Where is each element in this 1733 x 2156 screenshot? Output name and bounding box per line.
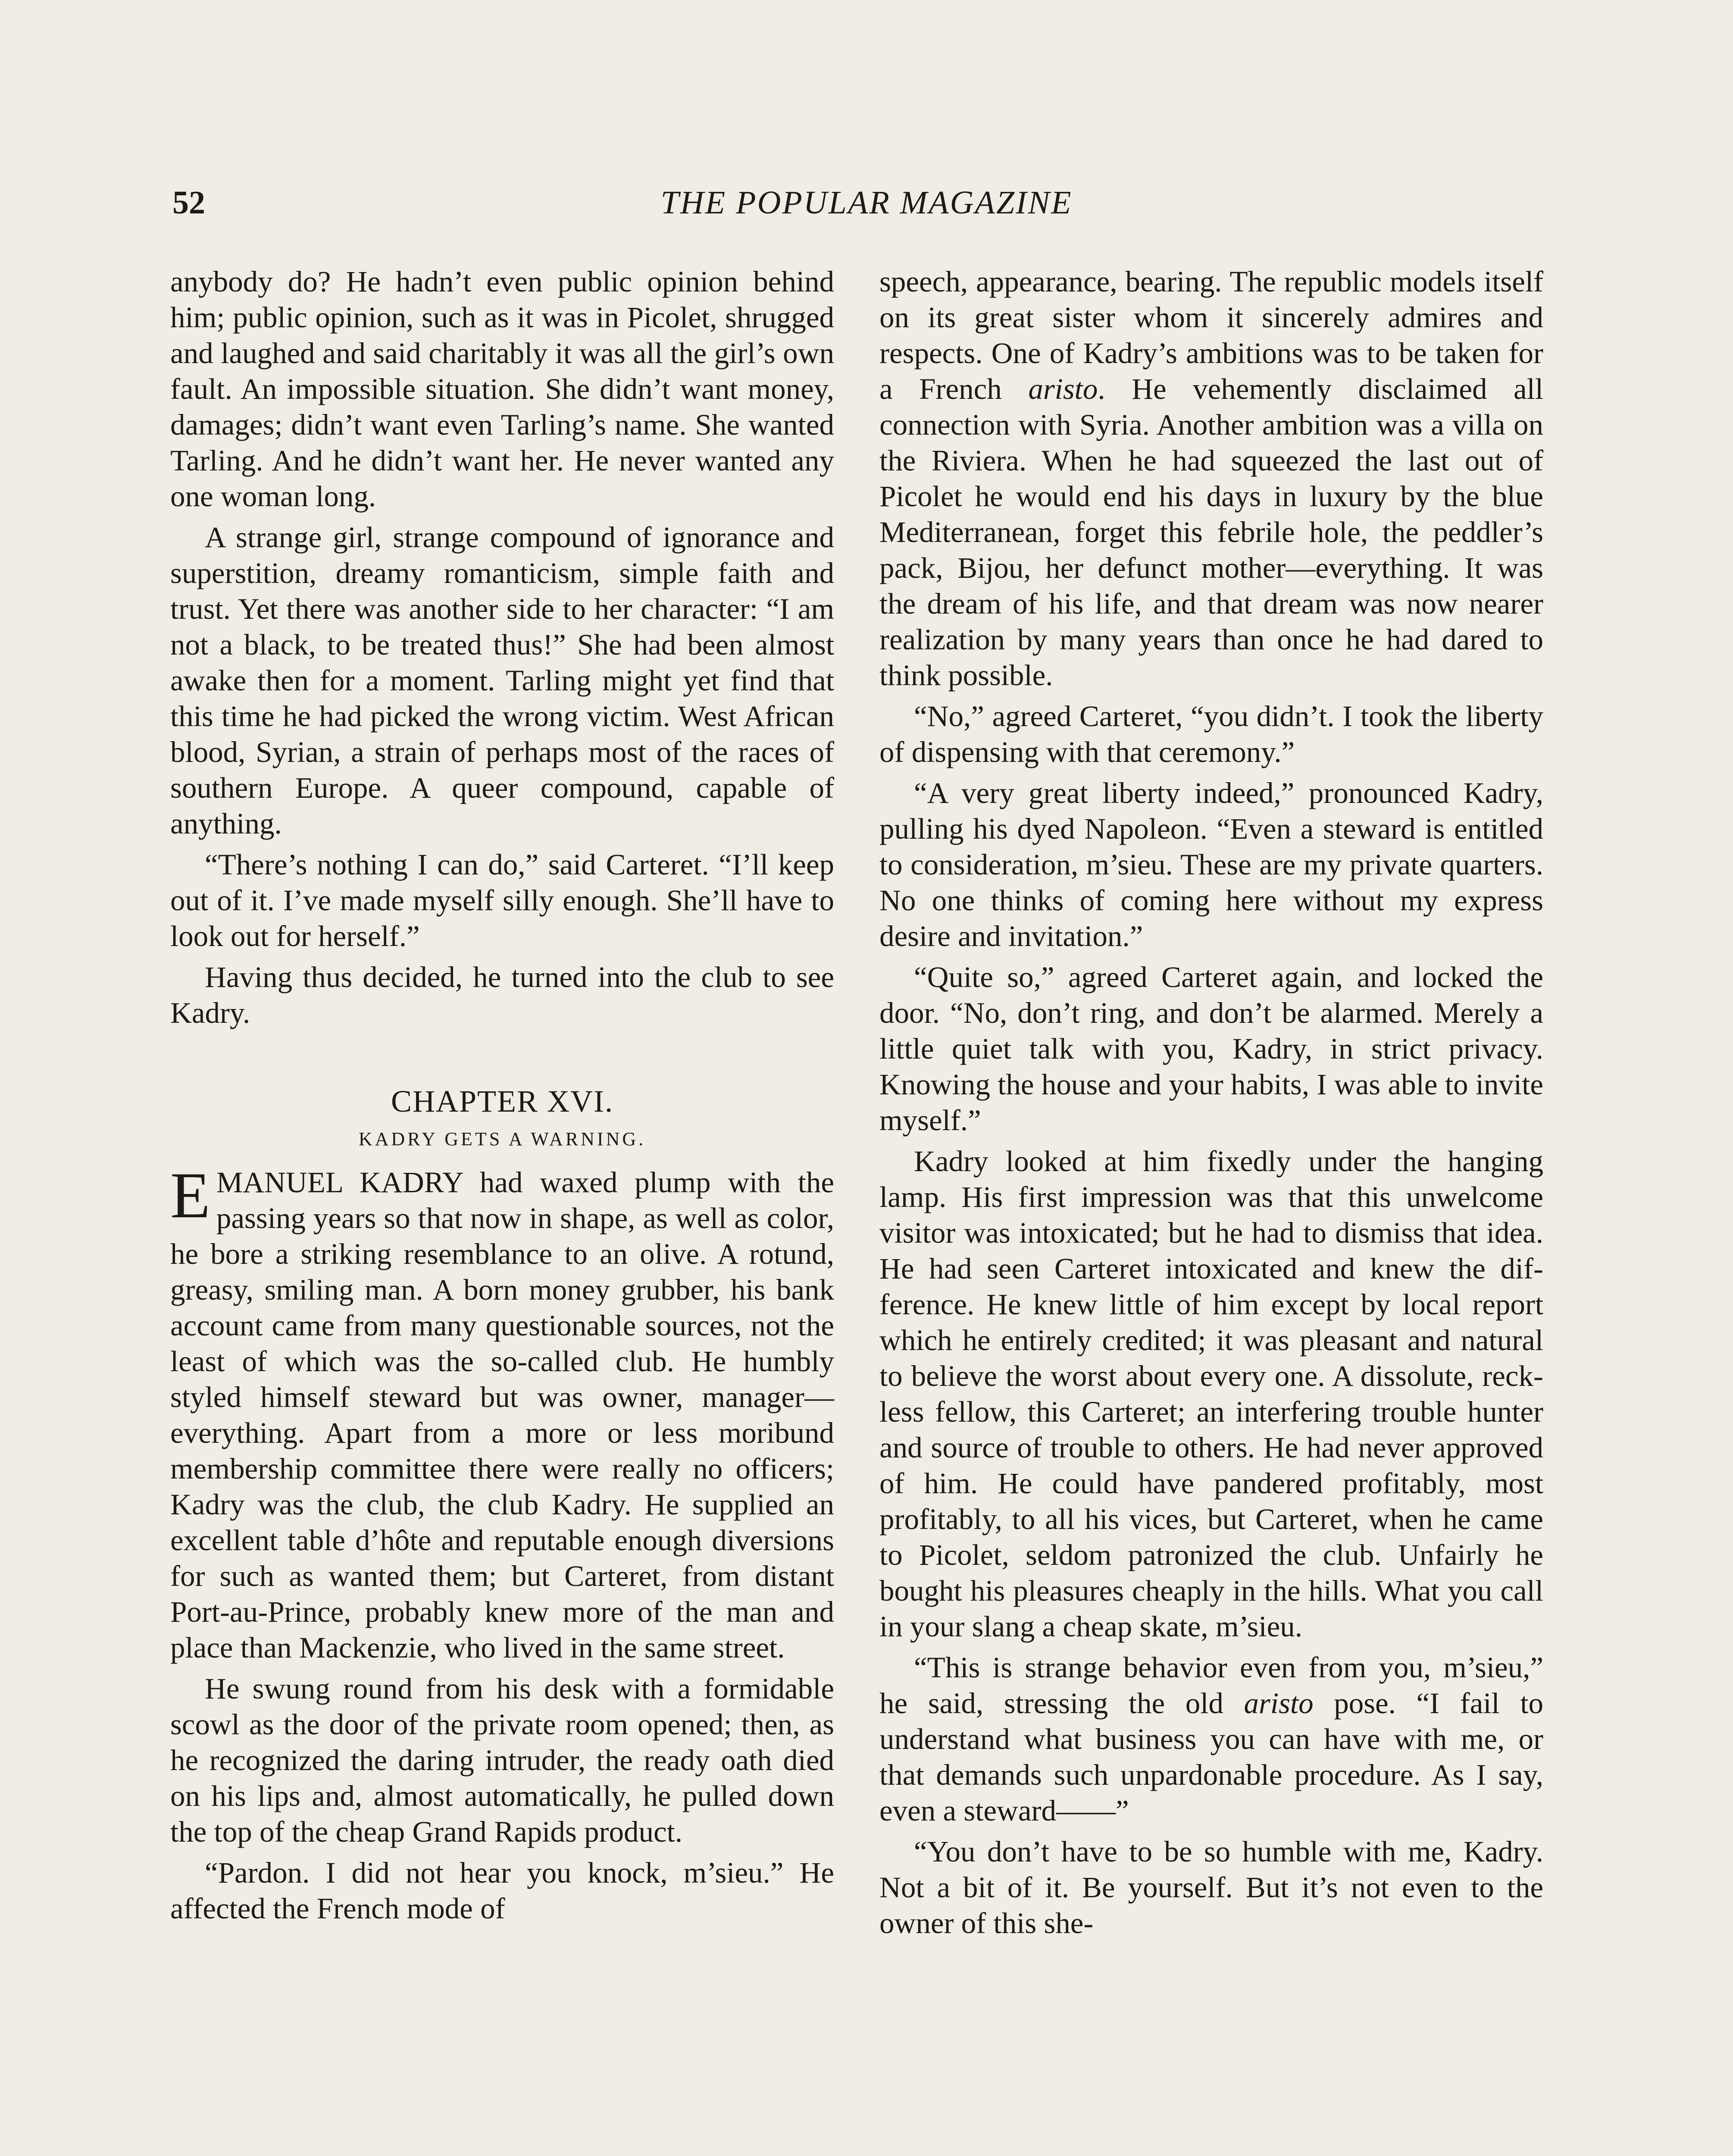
chapter-heading: CHAPTER XVI.: [391, 1084, 613, 1119]
paragraph: “You don’t have to be so humble with me, Kadry. Not a bit of it. Be yourself. But it’s not even to the owner of this she-: [879, 1835, 1543, 1940]
paragraph-dropcap: [170, 1159, 834, 1666]
drop-cap: E: [170, 1159, 210, 1232]
italic-text: aristo: [1244, 1687, 1314, 1720]
paragraph: “There’s nothing I can do,” said Carteret. “I’ll keep out of it. I’ve made myself silly enough. She’ll have to look out for herself.”: [170, 848, 834, 953]
text-run: pose. “I fail to understand what business you can have with me, or that demands such unpardonable procedure. As I say, even a steward——”: [879, 1687, 1543, 1827]
paragraph: Kadry looked at him fixedly under the hanging lamp. His first impression was that this unwelcome visitor was intoxicated; but he had to dismiss that idea. He had seen Carteret intoxicated and knew the difference. He knew little of him except by local report which he entirely credited; it was pleasant and natural to believe the worst about every one. A dissolute, reckless fellow, this Carteret; an interfering trouble hunter and source of trouble to others. He had never approved of him. He could have pandered profitably, most profitably, to all his vices, but Carteret, when he came to Picolet, seldom patronized the club. Unfairly he bought his pleasures cheaply in the hills. What you call in your slang a cheap skate, m’sieu.: [879, 1145, 1543, 1643]
text-run: speech, appearance, bearing. The republic models itself on its great sister whom it sincerely admires and respects. One of Kadry’s ambitions was to be taken for a French: [879, 265, 1543, 405]
paragraph-text: MANUEL KADRY had waxed plump with the passing years so that now in shape, as well as color, he bore a striking resemblance to an olive. A rotund, greasy, smiling man. A born money grubber, his bank account came from many questionable sources, not the least of which was the so-called club. He humbly styled himself steward but was owner, manager—everything. Apart from a more or less moribund membership committee there were really no officers; Kadry was the club, the club Kadry. He supplied an excellent table d’hôte and reputable enough diversions for such as wanted them; but Carteret, from distant Port-au-Prince, probably knew more of the man and place than Mackenzie, who lived in the same street.: [170, 1166, 834, 1664]
paragraph: A strange girl, strange compound of ignorance and superstition, dreamy romanticism, simple faith and trust. Yet there was another side to her character: “I am not a black, to be treated thus!” She had been almost awake then for a moment. Tarling might yet find that this time he had picked the wrong victim. West African blood, Syrian, a strain of perhaps most of the races of southern Europe. A queer compound, capable of anything.: [170, 521, 834, 840]
right-column: [879, 264, 1543, 1946]
paragraph: “No,” agreed Carteret, “you didn’t. I took the liberty of dispensing with that ceremony.”: [879, 700, 1543, 768]
running-title: THE POPULAR MAGAZINE: [660, 185, 1073, 221]
italic-text: aristo: [1028, 373, 1098, 405]
paragraph: “Pardon. I did not hear you knock, m’sieu.” He affected the French mode of: [170, 1856, 834, 1925]
chapter-subtitle: KADRY GETS A WARNING.: [358, 1128, 646, 1150]
page-number: 52: [172, 185, 205, 221]
paragraph: [879, 1650, 1543, 1829]
paragraph: He swung round from his desk with a formidable scowl as the door of the private room opened; then, as he recognized the daring intruder, the ready oath died on his lips and, almost automatically, he pulled down the top of the cheap Grand Rapids product.: [170, 1672, 834, 1848]
paragraph: [879, 264, 1543, 693]
text-run: “This is strange behavior even from you, m’sieu,” he said, stressing the old: [879, 1651, 1543, 1720]
paragraph: “Quite so,” agreed Carteret again, and locked the door. “No, don’t ring, and don’t be alarmed. Merely a little quiet talk with you, Kadry, in strict privacy. Knowing the house and your habits, I was able to invite myself.”: [879, 961, 1543, 1137]
paragraph: “A very great liberty indeed,” pronounced Kadry, pulling his dyed Napoleon. “Even a steward is entitled to consideration, m’sieu. These are my private quarters. No one thinks of coming here without my express desire and invitation.”: [879, 777, 1543, 953]
text-run: . He vehemently disclaimed all connection with Syria. Another ambition was a villa on the Riviera. When he had squeezed the last out of Picolet he would end his days in luxury by the blue Mediterranean, forget this febrile hole, the peddler’s pack, Bijou, her defunct mother—everything. It was the dream of his life, and that dream was now nearer realization by many years than once he had dared to think possible.: [879, 373, 1543, 692]
paragraph: Having thus decided, he turned into the club to see Kadry.: [170, 961, 834, 1029]
left-column: [170, 264, 834, 1932]
paragraph: anybody do? He hadn’t even public opinion behind him; public opinion, such as it was in Picolet, shrugged and laughed and said charitably it was all the girl’s own fault. An impossible situation. She didn’t want money, damages; didn’t want even Tarling’s name. She wanted Tarling. And he didn’t want her. He never wanted any one woman long.: [170, 265, 834, 513]
